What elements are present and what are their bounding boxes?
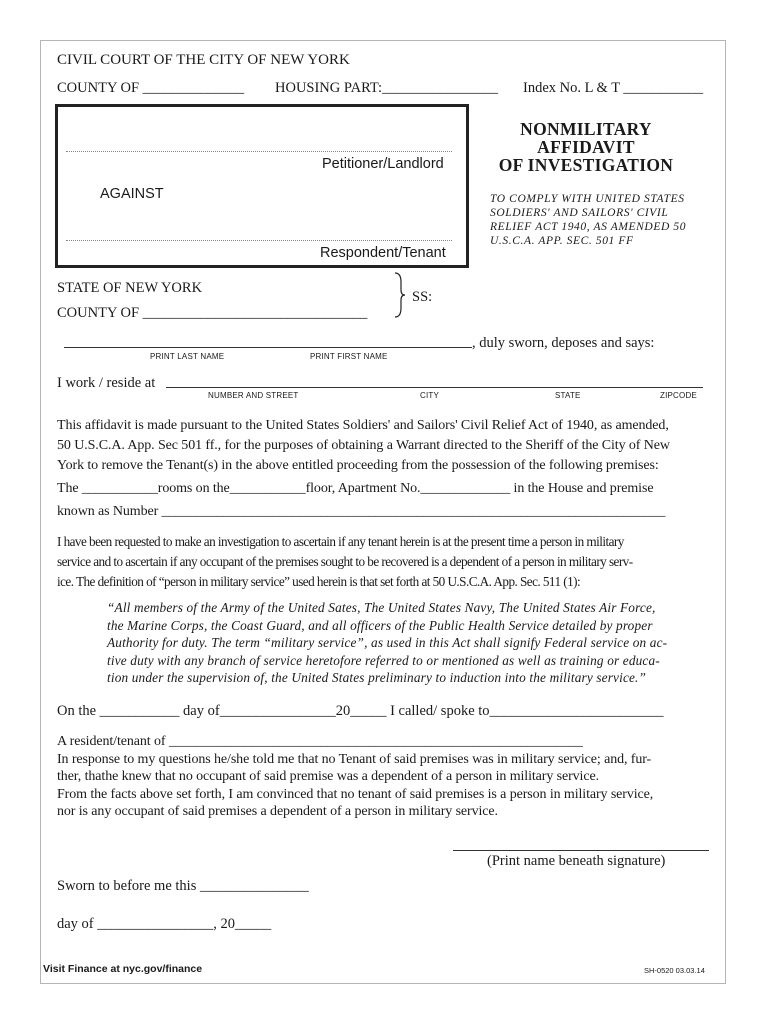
respondent-line[interactable]: [66, 240, 452, 241]
petitioner-label: Petitioner/Landlord: [322, 156, 444, 172]
para2-line: service and to ascertain if any occupant of the premises sought to be recovered is a dependent of a person in military serv-: [57, 554, 633, 569]
sworn-before-field[interactable]: Sworn to before me this _______________: [57, 878, 309, 894]
para1-line: This affidavit is made pursuant to the United States Soldiers' and Sailors' Civil Relief Act of 1940, as amended,: [57, 418, 669, 433]
subtitle-line-1: TO COMPLY WITH UNITED STATES: [490, 193, 685, 205]
county-field[interactable]: COUNTY OF ______________: [57, 80, 245, 96]
notary-day-field[interactable]: day of ________________, 20_____: [57, 916, 272, 932]
venue-state: STATE OF NEW YORK: [57, 280, 203, 296]
quote-line: the Marine Corps, the Coast Guard, and all officers of the Public Health Service detailed by proper: [107, 617, 653, 633]
premises-number-line[interactable]: known as Number _________________________________________________________________________: [57, 504, 666, 519]
resident-tenant-line[interactable]: A resident/tenant of ____________________________________________________________: [57, 734, 583, 749]
venue-brace: [393, 272, 407, 318]
quote-line: Authority for duty. The term “military service”, as used in this Act shall signify Federal service on ac-: [107, 635, 668, 651]
para3-line: From the facts above set forth, I am convinced that no tenant of said premises is a person in military service,: [57, 786, 654, 802]
title-line-1: NONMILITARY: [520, 119, 652, 139]
street-caption: NUMBER AND STREET: [208, 391, 299, 400]
zip-caption: ZIPCODE: [660, 391, 697, 400]
city-caption: CITY: [420, 391, 440, 400]
first-name-caption: PRINT FIRST NAME: [310, 352, 388, 361]
quote-line: tive duty with any branch of service heretofore referred to or mentioned as well as training or educa-: [107, 652, 660, 668]
address-label: I work / reside at: [57, 375, 156, 391]
index-number-field[interactable]: Index No. L & T ___________: [523, 80, 704, 96]
para2-line: I have been requested to make an investigation to ascertain if any tenant herein is at the present time a person in military: [57, 534, 624, 549]
last-name-caption: PRINT LAST NAME: [150, 352, 225, 361]
premises-rooms-line[interactable]: The ___________rooms on the___________floor, Apartment No._____________ in the House and premise: [57, 481, 654, 496]
footer-visit-finance: Visit Finance at nyc.gov/finance: [43, 963, 203, 975]
findings-paragraph: [57, 733, 653, 821]
subtitle-line-4: U.S.C.A. APP. SEC. 501 FF: [490, 235, 634, 247]
deponent-name-line[interactable]: [64, 347, 472, 348]
subtitle-line-3: RELIEF ACT 1940, AS AMENDED 50: [490, 221, 687, 233]
venue-ss: SS:: [412, 289, 433, 305]
para3-line: In response to my questions he/she told me that no Tenant of said premises was in military service; and, fur-: [57, 751, 652, 767]
purpose-paragraph: [57, 416, 670, 522]
para3-line: nor is any occupant of said premises a dependent of a person in military service.: [57, 804, 498, 820]
title-line-2: AFFIDAVIT: [537, 137, 635, 157]
military-definition-quote: [107, 599, 667, 687]
housing-part-field[interactable]: HOUSING PART:________________: [275, 80, 499, 96]
respondent-label: Respondent/Tenant: [320, 245, 446, 261]
sworn-statement: , duly sworn, deposes and says:: [472, 335, 655, 351]
quote-line: tion under the supervision of, the United States preliminary to induction into the military service.”: [107, 670, 647, 686]
para3-line: ther, thathe knew that no occupant of said premise was a dependent of a person in military service.: [57, 769, 599, 785]
signature-caption: (Print name beneath signature): [487, 853, 666, 869]
subtitle-line-2: SOLDIERS' AND SAILORS' CIVIL: [490, 207, 669, 219]
form-id: SH-0520 03.03.14: [644, 966, 705, 975]
petitioner-line[interactable]: [66, 151, 452, 152]
call-date-line[interactable]: On the ___________ day of________________20_____ I called/ spoke to________________________: [57, 703, 664, 719]
quote-line: “All members of the Army of the United Sates, The United States Navy, The United States Air Force,: [107, 600, 656, 615]
venue-county-field[interactable]: COUNTY OF _______________________________: [57, 305, 368, 321]
para2-line: ice. The definition of “person in military service” used herein is that set forth at 50 U.S.C.A. App. Sec. 511 (1):: [57, 574, 581, 589]
para1-line: 50 U.S.C.A. App. Sec 501 ff., for the purposes of obtaining a Warrant directed to the Sheriff of the City of New: [57, 438, 670, 453]
signature-line[interactable]: [453, 850, 709, 851]
title-line-3: OF INVESTIGATION: [498, 155, 674, 175]
investigation-paragraph: [57, 532, 633, 592]
state-caption: STATE: [555, 391, 581, 400]
court-name: CIVIL COURT OF THE CITY OF NEW YORK: [57, 52, 350, 68]
against-label: AGAINST: [100, 186, 164, 202]
para1-line: York to remove the Tenant(s) in the above entitled proceeding from the possession of the following premises:: [57, 458, 659, 473]
address-line[interactable]: [166, 387, 703, 388]
